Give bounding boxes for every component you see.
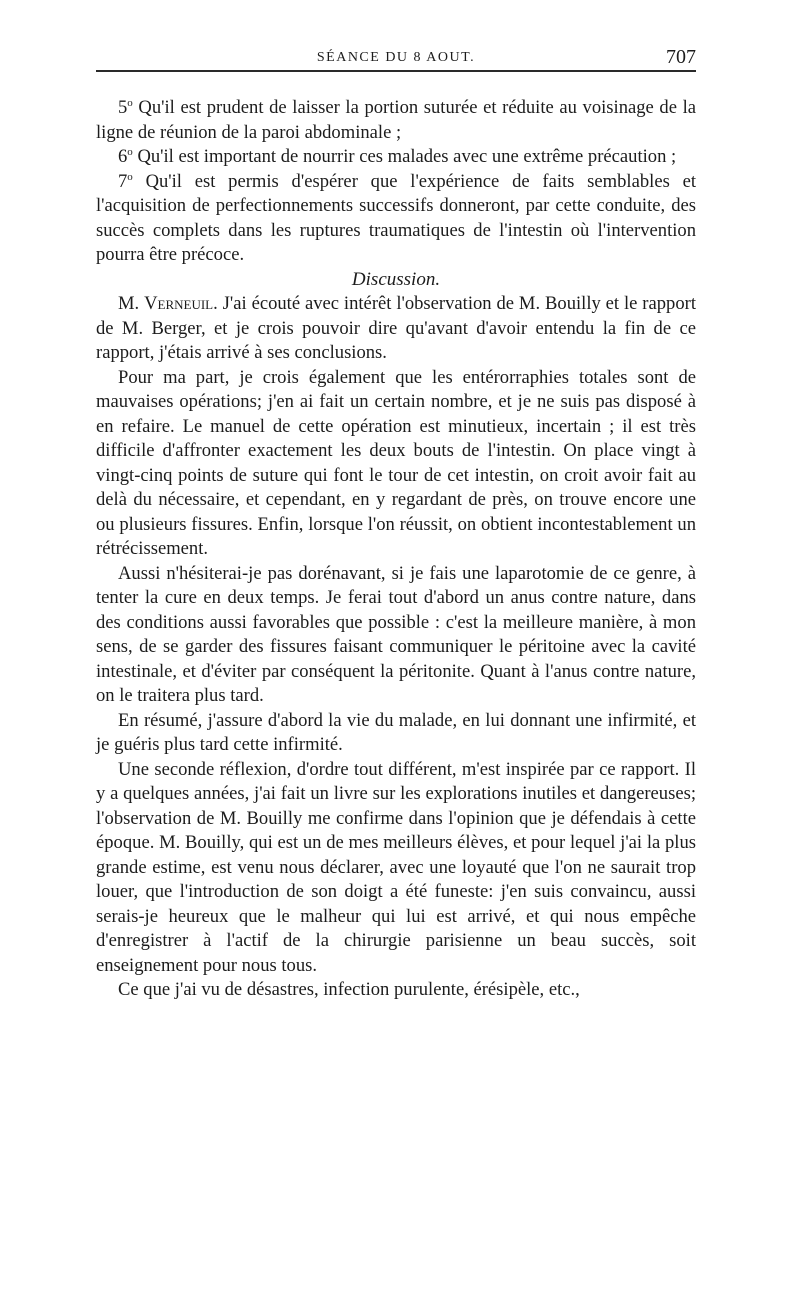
section-title: Discussion. [351, 268, 441, 290]
conclusion-item: 6$^o$ Qu'il est important de nourrir ces malades avec une extrême précaution ; [118, 145, 677, 167]
page-number: 707 [666, 46, 696, 68]
page-body [96, 96, 696, 1003]
paragraph: Aussi n'hésiterai-je pas dorénavant, si je fais une laparotomie de ce genre, à tenter la cure en deux temps. Je ferai tout d'abord un anus contre nature, dans des conditions aussi favorables que possible : c'est la meilleure manière, à mon sens, de se garder des fissures faisant communiquer le péritoine avec la cavité intestinale, et d'éviter par conséquent la péritonite. Quant à l'anus contre nature, on le traitera plus tard. [96, 562, 696, 706]
conclusion-item: 5$^o$ Qu'il est prudent de laisser la portion suturée et réduite au voisinage de la ligne de réunion de la paroi abdominale ; [96, 96, 696, 143]
speaker-name: Verneuil. [144, 293, 218, 314]
paragraph: En résumé, j'assure d'abord la vie du malade, en lui donnant une infirmité, et je guéris plus tard cette infirmité. [96, 709, 696, 755]
paragraph: Une seconde réflexion, d'ordre tout différent, m'est inspirée par ce rapport. Il y a quelques années, j'ai fait un livre sur les explorations inutiles et dangereuses; l'observation de M. Bouilly me confirme dans l'opinion que je défendais à cette époque. M. Bouilly, qui est un de mes meilleurs élèves, et pour lequel j'ai la plus grande estime, est venu nous déclarer, avec une loyauté que l'on ne saurait trop louer, que l'introduction de son doigt a été funeste: j'en suis convaincu, aussi serais-je heureux que le malheur qui lui est arrivé, et qui nous empêche d'enregistrer à l'actif de la chirurgie parisienne un beau succès, soit enseignement pour nous tous. [96, 758, 696, 976]
paragraph: Ce que j'ai vu de désastres, infection purulente, érésipèle, etc., [118, 979, 580, 1000]
document-page [96, 40, 696, 1003]
conclusion-item: 7$^o$ Qu'il est permis d'espérer que l'expérience de faits semblables et l'acquisition de perfectionnements successifs donneront, par cette conduite, des succès complets dans les ruptures traumatiques de l'intestin où l'intervention pourra être précoce. [96, 170, 696, 265]
paragraph: Pour ma part, je crois également que les entérorraphies totales sont de mauvaises opérations; j'en ai fait un certain nombre, et je ne suis pas disposé à en refaire. Le manuel de cette opération est minutieux, incertain ; il est très difficile d'affronter exactement les deux bouts de l'intestin. On place vingt à vingt-cinq points de suture qui font le tour de cet intestin, on croit avoir fait au delà du nécessaire, et cependant, en y regardant de près, on trouve encore une ou plusieurs fissures. Enfin, lorsque l'on réussit, on obtient incontestablement un rétrécissement. [96, 366, 696, 559]
paragraph: M. Verneuil. J'ai écouté avec intérêt l'observation de M. Bouilly et le rapport de M. Berger, et je crois pouvoir dire qu'avant d'avoir entendu la fin de ce rapport, j'étais arrivé à ses conclusions. [96, 293, 696, 363]
running-head: SÉANCE DU 8 AOUT. [316, 50, 476, 65]
page-header [96, 40, 696, 72]
speaker-prefix: M. [118, 293, 140, 314]
